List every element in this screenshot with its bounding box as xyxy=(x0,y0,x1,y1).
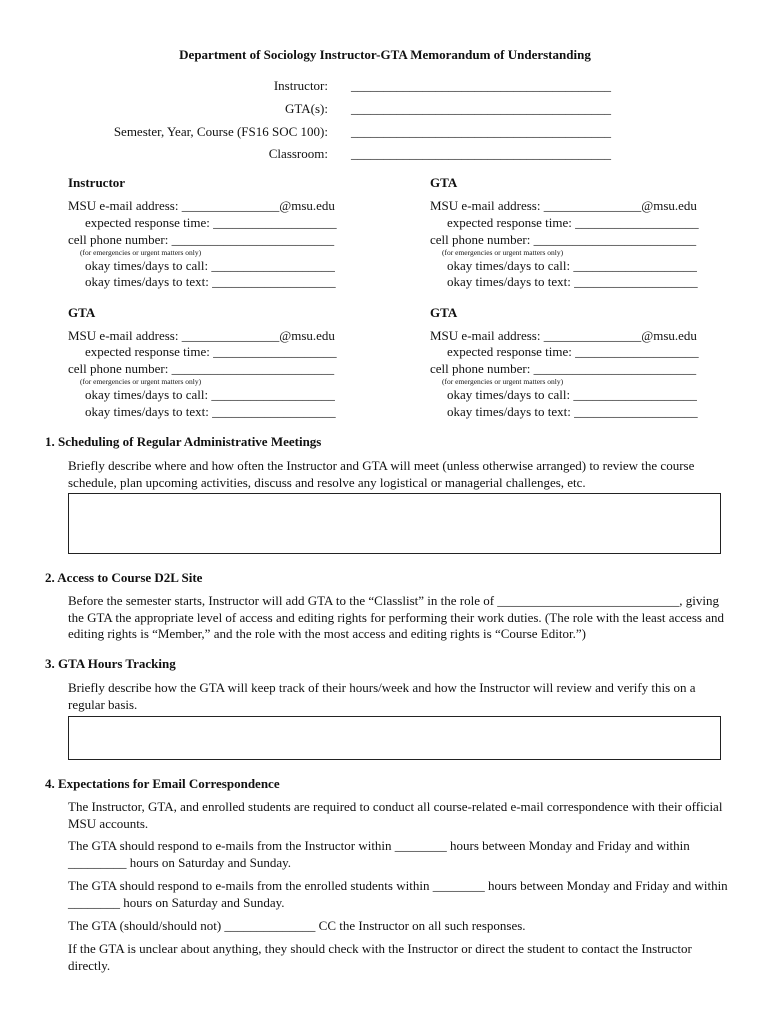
call-times-field[interactable]: okay times/days to call: ___________________ xyxy=(447,258,697,273)
section-4-title: 4. Expectations for Email Correspondence xyxy=(45,776,280,791)
gta-field[interactable]: ________________________________________ xyxy=(351,101,611,116)
semester-field[interactable]: ________________________________________ xyxy=(351,124,611,139)
email-field[interactable]: MSU e-mail address: _______________@msu.edu xyxy=(68,328,335,343)
text-times-field[interactable]: okay times/days to text: ___________________ xyxy=(447,404,698,419)
call-times-field[interactable]: okay times/days to call: ___________________ xyxy=(447,387,697,402)
page-title: Department of Sociology Instructor-GTA Memorandum of Understanding xyxy=(179,47,591,62)
response-time-field[interactable]: expected response time: ___________________ xyxy=(447,344,699,359)
hours-tracking-response-box[interactable] xyxy=(68,716,721,760)
classroom-field[interactable]: ________________________________________ xyxy=(351,146,611,161)
gta-label: GTA(s): xyxy=(284,101,328,116)
section-4-paragraph-3[interactable]: The GTA should respond to e-mails from the enrolled students within ________ hours between Monday and Friday and within ________ hours on Saturday and Sunday. xyxy=(68,878,728,910)
emergency-note: (for emergencies or urgent matters only) xyxy=(442,248,564,257)
section-4-paragraph-4[interactable]: The GTA (should/should not) ______________ CC the Instructor on all such responses. xyxy=(68,918,526,933)
response-time-field[interactable]: expected response time: ___________________ xyxy=(85,344,337,359)
instructor-field[interactable]: ________________________________________ xyxy=(351,78,611,93)
text-times-field[interactable]: okay times/days to text: ___________________ xyxy=(85,404,336,419)
contact-heading-gta: GTA xyxy=(430,175,458,190)
call-times-field[interactable]: okay times/days to call: ___________________ xyxy=(85,258,335,273)
response-time-field[interactable]: expected response time: ___________________ xyxy=(447,215,699,230)
section-1-title: 1. Scheduling of Regular Administrative Meetings xyxy=(45,434,322,449)
emergency-note: (for emergencies or urgent matters only) xyxy=(80,377,202,386)
contact-heading-instructor: Instructor xyxy=(68,175,126,190)
cell-phone-field[interactable]: cell phone number: _________________________ xyxy=(68,361,335,376)
emergency-note: (for emergencies or urgent matters only) xyxy=(442,377,564,386)
cell-phone-field[interactable]: cell phone number: _________________________ xyxy=(430,232,697,247)
emergency-note: (for emergencies or urgent matters only) xyxy=(80,248,202,257)
section-4-paragraph-2[interactable]: The GTA should respond to e-mails from the Instructor within ________ hours between Monday and Friday and within _________ hours on Saturday and Sunday. xyxy=(68,838,690,870)
section-2-title: 2. Access to Course D2L Site xyxy=(45,570,203,585)
text-times-field[interactable]: okay times/days to text: ___________________ xyxy=(85,274,336,289)
email-field[interactable]: MSU e-mail address: _______________@msu.edu xyxy=(430,328,697,343)
semester-label: Semester, Year, Course (FS16 SOC 100): xyxy=(113,124,328,139)
section-3-title: 3. GTA Hours Tracking xyxy=(45,656,176,671)
call-times-field[interactable]: okay times/days to call: ___________________ xyxy=(85,387,335,402)
section-4-paragraph-5: If the GTA is unclear about anything, they should check with the Instructor or direct the student to contact the Instructor directly. xyxy=(68,941,692,973)
classroom-label: Classroom: xyxy=(268,146,328,161)
cell-phone-field[interactable]: cell phone number: _________________________ xyxy=(430,361,697,376)
cell-phone-field[interactable]: cell phone number: _________________________ xyxy=(68,232,335,247)
section-3-body: Briefly describe how the GTA will keep track of their hours/week and how the Instructor will review and verify this on a regular basis. xyxy=(68,680,696,712)
contact-heading-gta: GTA xyxy=(68,305,96,320)
meetings-response-box[interactable] xyxy=(68,493,721,554)
section-4-paragraph-1: The Instructor, GTA, and enrolled students are required to conduct all course-related e-mail correspondence with their official MSU accounts. xyxy=(68,799,723,831)
response-time-field[interactable]: expected response time: ___________________ xyxy=(85,215,337,230)
section-1-body: Briefly describe where and how often the Instructor and GTA will meet (unless otherwise arranged) to review the course schedule, plan upcoming activities, discuss and resolve any logistical or managerial challenges, etc. xyxy=(68,458,695,490)
text-times-field[interactable]: okay times/days to text: ___________________ xyxy=(447,274,698,289)
section-2-body: Before the semester starts, Instructor will add GTA to the “Classlist” in the role of ____________________________, giving the GTA the appropriate level of access and editing rights for performing their work duties. (The role with the least access and editing rights is “Member,” and the role with the most access and editing rights is “Course Editor.”) xyxy=(68,593,724,641)
contact-heading-gta: GTA xyxy=(430,305,458,320)
email-field[interactable]: MSU e-mail address: _______________@msu.edu xyxy=(430,198,697,213)
email-field[interactable]: MSU e-mail address: _______________@msu.edu xyxy=(68,198,335,213)
instructor-label: Instructor: xyxy=(273,78,328,93)
